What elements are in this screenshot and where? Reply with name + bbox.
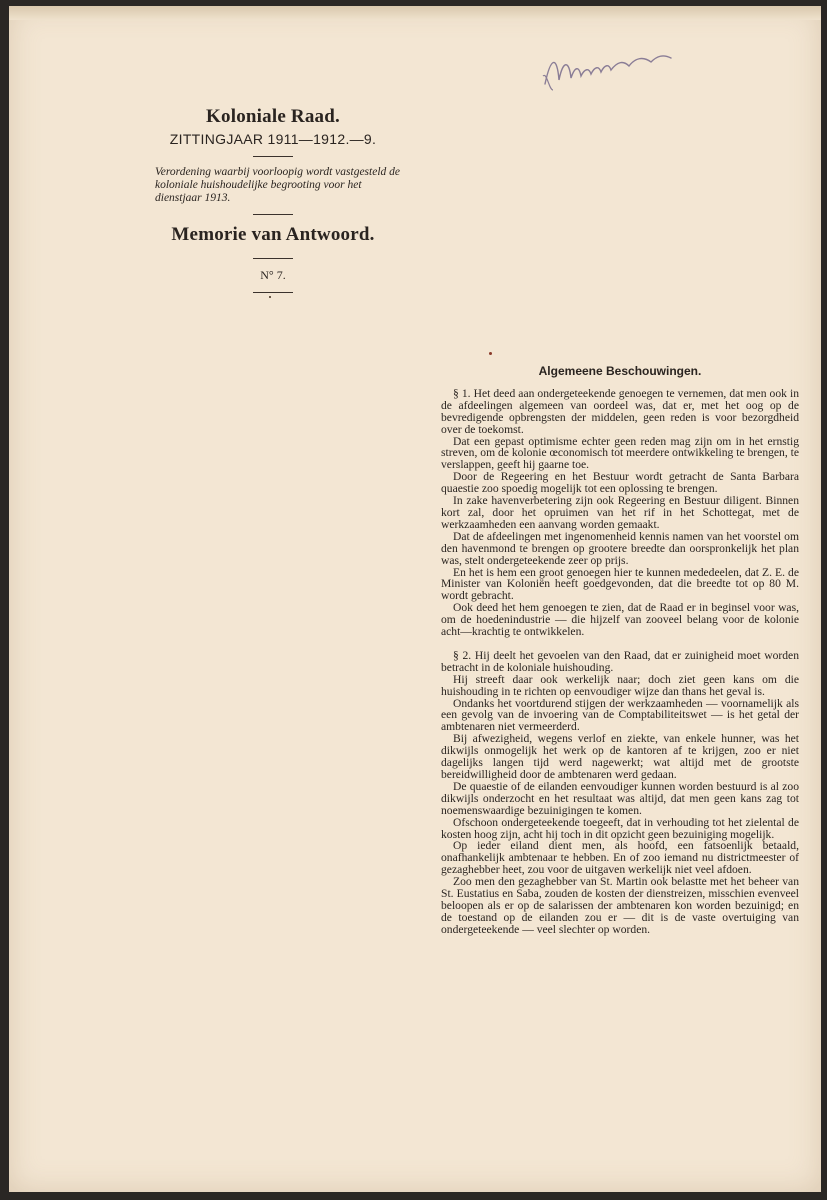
ink-dot (489, 352, 492, 355)
ordinance-description: Verordening waarbij voorloopig wordt vastgesteld de koloniale huishoudelijke begrooting voor het dienstjaar 1913. (155, 166, 400, 204)
paragraph: Ofschoon ondergeteekende toegeeft, dat in verhouding tot het zielental de kosten hoog zijn, acht hij toch in dit opzicht geen bezuiniging mogelijk. (441, 815, 799, 841)
divider (253, 292, 293, 293)
paragraph: Dat een gepast optimisme echter geen reden mag zijn om in het ernstig streven, om de kolonie œconomisch tot meerdere ontwikkeling te brengen, te verslappen, geeft hij gaarne toe. (441, 434, 800, 472)
document-page (9, 6, 821, 1192)
paragraph: § 2. Hij deelt het gevoelen van den Raad, dat er zuinigheid moet worden betracht in de koloniale huishouding. (441, 648, 799, 674)
ink-mark (269, 296, 271, 298)
memorie-title: Memorie van Antwoord. (171, 224, 375, 245)
document-number: N° 7. (260, 268, 286, 282)
paragraph: En het is hem een groot genoegen hier te kunnen mededeelen, dat Z. E. de Minister van Koloniën heeft goedgevonden, dat die breedte tot op 80 M. wordt gebracht. (441, 565, 799, 603)
paragraph: Op ieder eiland dient men, als hoofd, een fatsoenlijk betaald, onafhankelijk ambtenaar te hebben. En of zoo iemand nu districtmeester of gezaghebber heet, zou voor de uitgaven werkelijk niet veel afdoen. (441, 839, 799, 877)
paragraph: Door de Regeering en het Bestuur wordt getracht de Santa Barbara quaestie zoo spoedig mogelijk tot een oplossing te brengen. (441, 470, 799, 496)
paragraph: Hij streeft daar ook werkelijk naar; doch ziet geen kans om die huishouding in te richten op eenvoudiger wijze dan thans het geval is. (441, 672, 799, 698)
paragraph: Bij afwezigheid, wegens verlof en ziekte, van enkele hunner, was het dikwijls onmogelijk het werk op de kantoren af te krijgen, zoo er niet dagelijks langen tijd werd nagewerkt; wat altijd met de grootste bereidwilligheid door de ambtenaren werd gedaan. (441, 732, 799, 781)
handwritten-signature (539, 46, 679, 96)
paragraph: In zake havenverbetering zijn ook Regeering en Bestuur diligent. Binnen kort zal, door het opruimen van het rif in het Schottegat, met de werkzaamheden een aanvang worden gemaakt. (441, 494, 799, 531)
paragraph: Ondanks het voortdurend stijgen der werkzaamheden — voornamelijk als een gevolg van de invoering van de Comptabiliteitswet — is het getal der ambtenaren niet vermeerderd. (441, 696, 799, 734)
divider (253, 258, 293, 259)
paragraph: Zoo men den gezaghebber van St. Martin ook belastte met het beheer van St. Eustatius en Saba, zouden de kosten der dienstreizen, misschien evenveel beloopen als er op de salarissen der ambtenaren kon worden bezuinigd; en de toestand op de eilanden zou er — dit is de vaste overtuiging van ondergeteekende — veel slechter op worden. (441, 875, 799, 936)
divider (253, 156, 293, 157)
council-title: Koloniale Raad. (206, 106, 340, 127)
paragraph: § 1. Het deed aan ondergeteekende genoegen te vernemen, dat men ook in de afdeelingen algemeen van oordeel was, dat er, met het oog op de bevredigende opbrengsten der middelen, geen reden is voor bezorgdheid over de toekomst. (441, 386, 799, 436)
paper-top-edge (9, 6, 821, 20)
body-column (441, 366, 799, 936)
paragraph: De quaestie of de eilanden eenvoudiger kunnen worden bestuurd is al zoo dikwijls onderzocht en het resultaat was altijd, dat men geen kans zag tot noemenswaardige bezuinigingen te komen. (441, 779, 799, 817)
paragraph: Dat de afdeelingen met ingenomenheid kennis namen van het voorstel om den havenmond te brengen op grootere breedte dan oorspronkelijk het plan was, stelt ondergeteekende zeer op prijs. (441, 529, 799, 567)
session-line: ZITTINGJAAR 1911—1912.—9. (169, 131, 377, 147)
divider (253, 214, 293, 215)
paragraph: Ook deed het hem genoegen te zien, dat de Raad er in beginsel voor was, om de hoedenindustrie — die hijzelf van zooveel belang voor de kolonie acht—krachtig te ontwikkelen. (441, 601, 799, 639)
section-heading: Algemeene Beschouwingen. (538, 364, 702, 378)
document-header (139, 106, 407, 302)
